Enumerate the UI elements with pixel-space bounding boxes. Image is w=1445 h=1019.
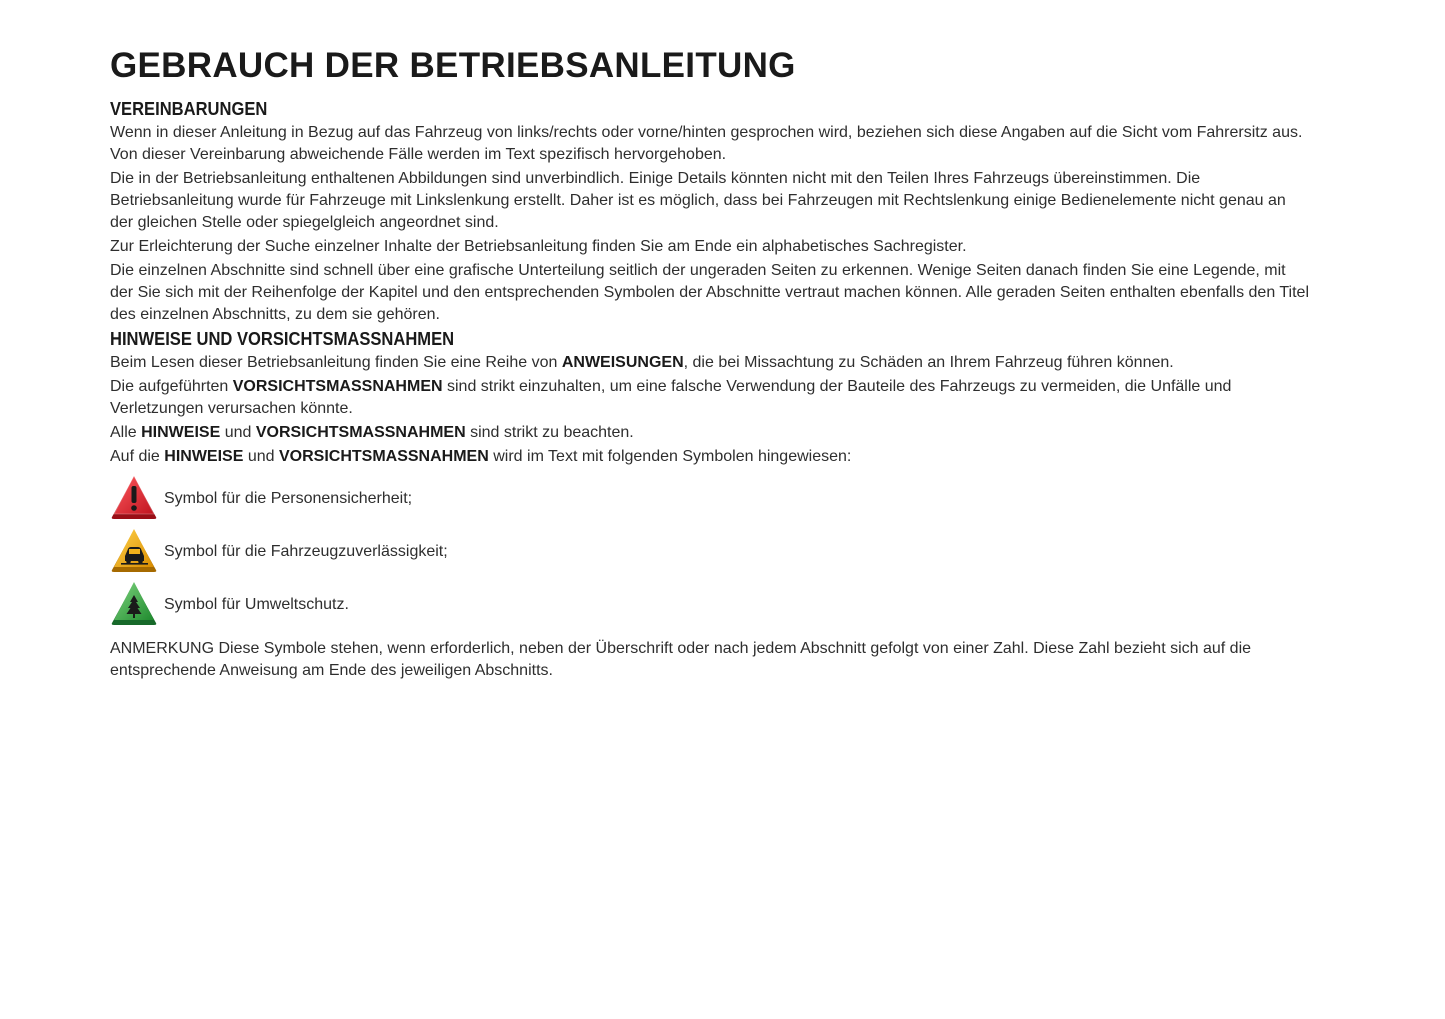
emphasis: ANWEISUNGEN [561,354,684,371]
text: Die aufgeführten [110,378,233,395]
symbol-row-environment [110,580,1310,628]
symbol-row-personal-safety [110,474,1310,522]
emphasis: VORSICHTSMASSNAHMEN [278,448,489,465]
emphasis: VORSICHTSMASSNAHMEN [232,378,443,395]
paragraph [110,446,1310,468]
page-title: GEBRAUCH DER BETRIEBSANLEITUNG [110,46,796,85]
note-paragraph: ANMERKUNG Diese Symbole stehen, wenn erforderlich, neben der Überschrift oder nach jedem Abschnitt gefolgt von einer Zahl. Diese Zahl bezieht sich auf die entsprechende Anweisung am Ende des jeweiligen Abschnitts. [110,640,1252,679]
text: , die bei Missachtung zu Schäden an Ihrem Fahrzeug führen können. [683,354,1174,371]
paragraph [110,422,1310,444]
paragraph: Wenn in dieser Anleitung in Bezug auf das Fahrzeug von links/rechts oder vorne/hinten gesprochen wird, beziehen sich diese Angaben auf die Sicht vom Fahrersitz aus. Von dieser Vereinbarung abweichende Fälle werden im Text spezifisch hervorgehoben. [110,124,1303,163]
symbol-label: Symbol für Umweltschutz. [164,596,349,613]
paragraph: Die in der Betriebsanleitung enthaltenen Abbildungen sind unverbindlich. Einige Details könnten nicht mit den Teilen Ihres Fahrzeugs übereinstimmen. Die Betriebsanleitung wurde für Fahrzeuge mit Linkslenkung erstellt. Daher ist es möglich, dass bei Fahrzeugen mit Rechtslenkung einige Bedienelemente nicht genau an der gleichen Stelle oder spiegelgleich angeordnet sind. [110,170,1286,231]
paragraph [110,352,1310,374]
vehicle-reliability-warning-icon [110,528,158,574]
text: und [243,448,279,465]
text: Alle [110,424,142,441]
emphasis: HINWEISE [164,448,244,465]
symbol-label: Symbol für die Fahrzeugzuverlässigkeit; [164,543,448,560]
emphasis: HINWEISE [141,424,221,441]
text: und [220,424,256,441]
personal-safety-warning-icon [110,475,158,521]
paragraph: Die einzelnen Abschnitte sind schnell über eine grafische Unterteilung seitlich der ungeraden Seiten zu erkennen. Wenige Seiten danach finden Sie eine Legende, mit der Sie sich mit der Reihenfolge der Kapitel und den entsprechenden Symbolen der Abschnitte vertraut machen können. Alle geraden Seiten enthalten ebenfalls den Titel des einzelnen Abschnitts, zu dem sie gehören. [110,262,1309,323]
symbol-row-vehicle-reliability [110,527,1310,575]
text: sind strikt einzuhalten, um eine falsche Verwendung der Bauteile des Fahrzeugs zu vermeiden, die Unfälle und Verletzungen verursachen könnte. [110,378,1232,417]
emphasis: VORSICHTSMASSNAHMEN [255,424,466,441]
manual-page [110,44,1310,684]
text: sind strikt zu beachten. [465,424,634,441]
environment-protection-icon [110,581,158,627]
section-heading-vereinbarungen: VEREINBARUNGEN [110,99,268,119]
symbol-list [110,474,1310,628]
symbol-label: Symbol für die Personensicherheit; [164,490,413,507]
section-heading-hinweise: HINWEISE UND VORSICHTSMASSNAHMEN [110,329,455,349]
paragraph [110,376,1310,420]
text: Auf die [110,448,165,465]
text: wird im Text mit folgenden Symbolen hingewiesen: [488,448,852,465]
text: Beim Lesen dieser Betriebsanleitung finden Sie eine Reihe von [110,354,562,371]
paragraph: Zur Erleichterung der Suche einzelner Inhalte der Betriebsanleitung finden Sie am Ende ein alphabetisches Sachregister. [110,238,967,255]
